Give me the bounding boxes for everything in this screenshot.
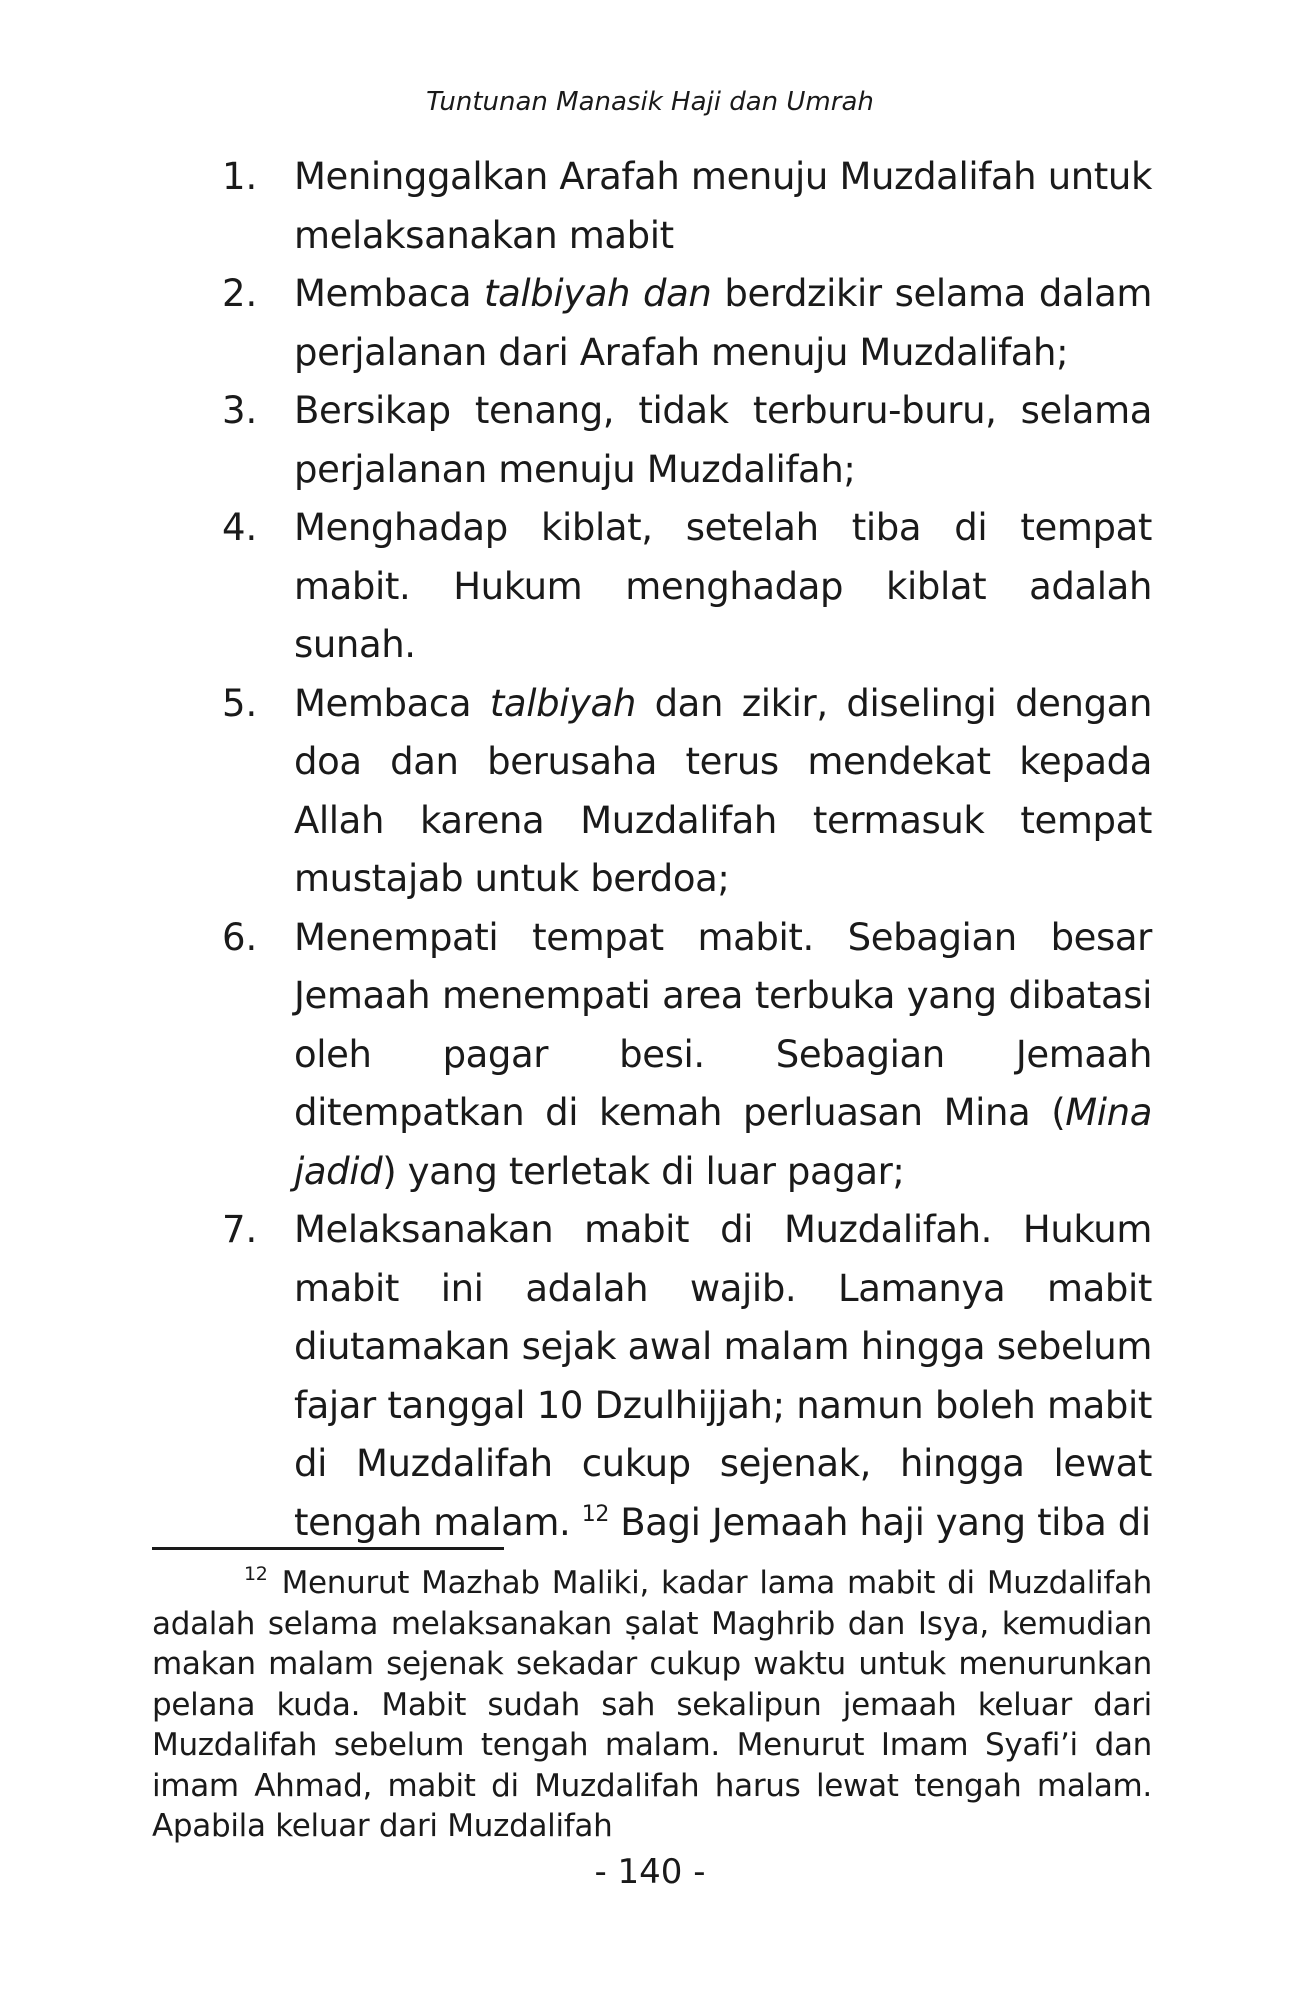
footnote-reference: 12 — [581, 1501, 609, 1527]
step-number: 1. — [222, 155, 258, 198]
step-item-7 — [222, 1201, 1152, 1552]
step-text: Menghadap kiblat, setelah tiba di tempat mabit. Hukum menghadap kiblat adalah sunah. — [294, 506, 1152, 666]
step-item-6 — [222, 909, 1152, 1202]
step-number: 5. — [222, 681, 258, 725]
step-number: 3. — [222, 389, 258, 432]
italic-term: Mina jadid — [294, 1091, 1152, 1193]
step-item-2 — [222, 265, 1152, 382]
step-item-5 — [222, 675, 1152, 909]
step-text: Bersikap tenang, tidak terburu-buru, selama perjalanan menuju Muzdalifah; — [294, 389, 1152, 491]
footnote-divider — [152, 1547, 504, 1550]
step-text: Membaca talbiyah dan berdzikir selama dalam perjalanan dari Arafah menuju Muzdalifah; — [294, 272, 1153, 374]
step-number: 2. — [222, 272, 258, 315]
step-list — [222, 148, 1152, 1552]
step-item-3 — [222, 382, 1152, 499]
step-text: Membaca talbiyah dan zikir, diselingi dengan doa dan berusaha terus mendekat kepada Allah karena Muzdalifah termasuk tempat mustajab untuk berdoa; — [294, 681, 1153, 900]
running-header: Tuntunan Manasik Haji dan Umrah — [426, 87, 874, 117]
step-text: Menempati tempat mabit. Sebagian besar Jemaah menempati area terbuka yang dibatasi oleh pagar besi. Sebagian Jemaah ditempatkan di kemah perluasan Mina (Mina jadid) yang terletak di luar pagar; — [294, 915, 1152, 1193]
step-number: 7. — [222, 1208, 258, 1251]
step-number: 4. — [222, 506, 258, 549]
step-text: Melaksanakan mabit di Muzdalifah. Hukum mabit ini adalah wajib. Lamanya mabit diutamakan sejak awal malam hingga sebelum fajar tanggal 10 Dzulhijjah; namun boleh mabit di Muzdalifah cukup sejenak, hingga lewat tengah malam. $^{12}$ Bagi Jemaah haji yang tiba di — [294, 1208, 1152, 1544]
step-text: Meninggalkan Arafah menuju Muzdalifah untuk melaksanakan mabit — [294, 155, 1152, 257]
footnote-text: Menurut Mazhab Maliki, kadar lama mabit di Muzdalifah adalah selama melaksanakan ṣalat Maghrib dan Isya, kemudian makan malam sejenak sekadar cukup waktu untuk menurunkan pelana kuda. Mabit sudah sah sekalipun jemaah keluar dari Muzdalifah sebelum tengah malam. Menurut Imam Syafi’i dan imam Ahmad, mabit di Muzdalifah harus lewat tengah malam. Apabila keluar dari Muzdalifah — [152, 1565, 1152, 1844]
step-item-1 — [222, 148, 1152, 265]
footnote-marker: 12 — [244, 1563, 268, 1585]
italic-term: talbiyah — [489, 681, 636, 725]
step-number: 6. — [222, 915, 258, 959]
step-item-4 — [222, 499, 1152, 675]
page-number: - 140 - — [594, 1852, 706, 1892]
footnote — [152, 1563, 1152, 1847]
italic-term: talbiyah dan — [484, 272, 712, 315]
